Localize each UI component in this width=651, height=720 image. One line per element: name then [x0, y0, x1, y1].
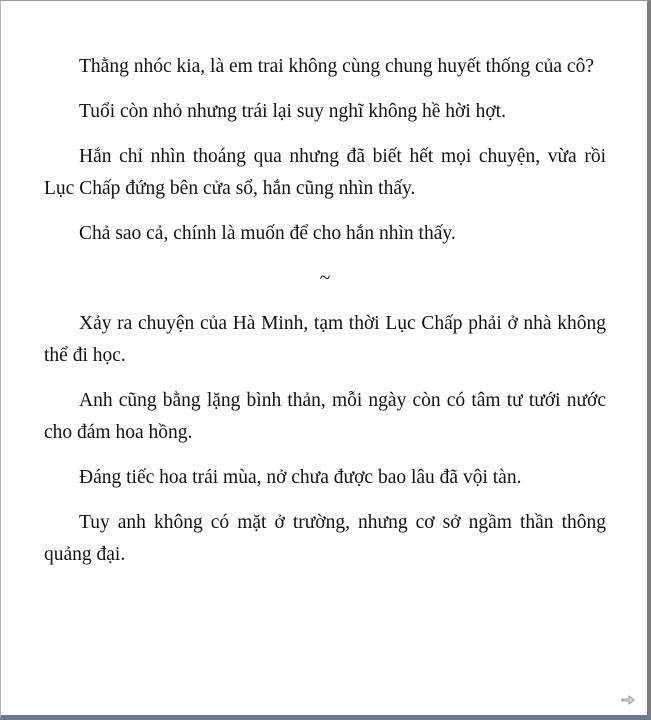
- scene-separator: ~: [319, 268, 331, 289]
- paragraph-8: Tuy anh không có mặt ở trường, nhưng cơ sở ngầm thần thông quảng đại.: [44, 512, 606, 565]
- paragraph-2: Tuổi còn nhỏ nhưng trái lại suy nghĩ không hề hời hợt.: [79, 101, 506, 122]
- paragraph-3: Hắn chỉ nhìn thoáng qua nhưng đã biết hết mọi chuyện, vừa rồi Lục Chấp đứng bên cửa sổ, hắn cũng nhìn thấy.: [44, 146, 606, 199]
- paragraph-6: Anh cũng bằng lặng bình thản, mỗi ngày còn có tâm tư tưới nước cho đám hoa hồng.: [44, 390, 606, 443]
- arrow-right-icon[interactable]: [621, 695, 635, 705]
- paragraph-5: Xảy ra chuyện của Hà Minh, tạm thời Lục Chấp phải ở nhà không thể đi học.: [44, 313, 606, 366]
- page-body: [44, 51, 606, 584]
- paragraph-7: Đáng tiếc hoa trái mùa, nở chưa được bao lâu đã vội tàn.: [79, 467, 522, 488]
- paragraph-1: Thằng nhóc kia, là em trai không cùng chung huyết thống của cô?: [79, 56, 594, 77]
- paragraph-4: Chả sao cả, chính là muốn để cho hắn nhìn thấy.: [79, 223, 456, 244]
